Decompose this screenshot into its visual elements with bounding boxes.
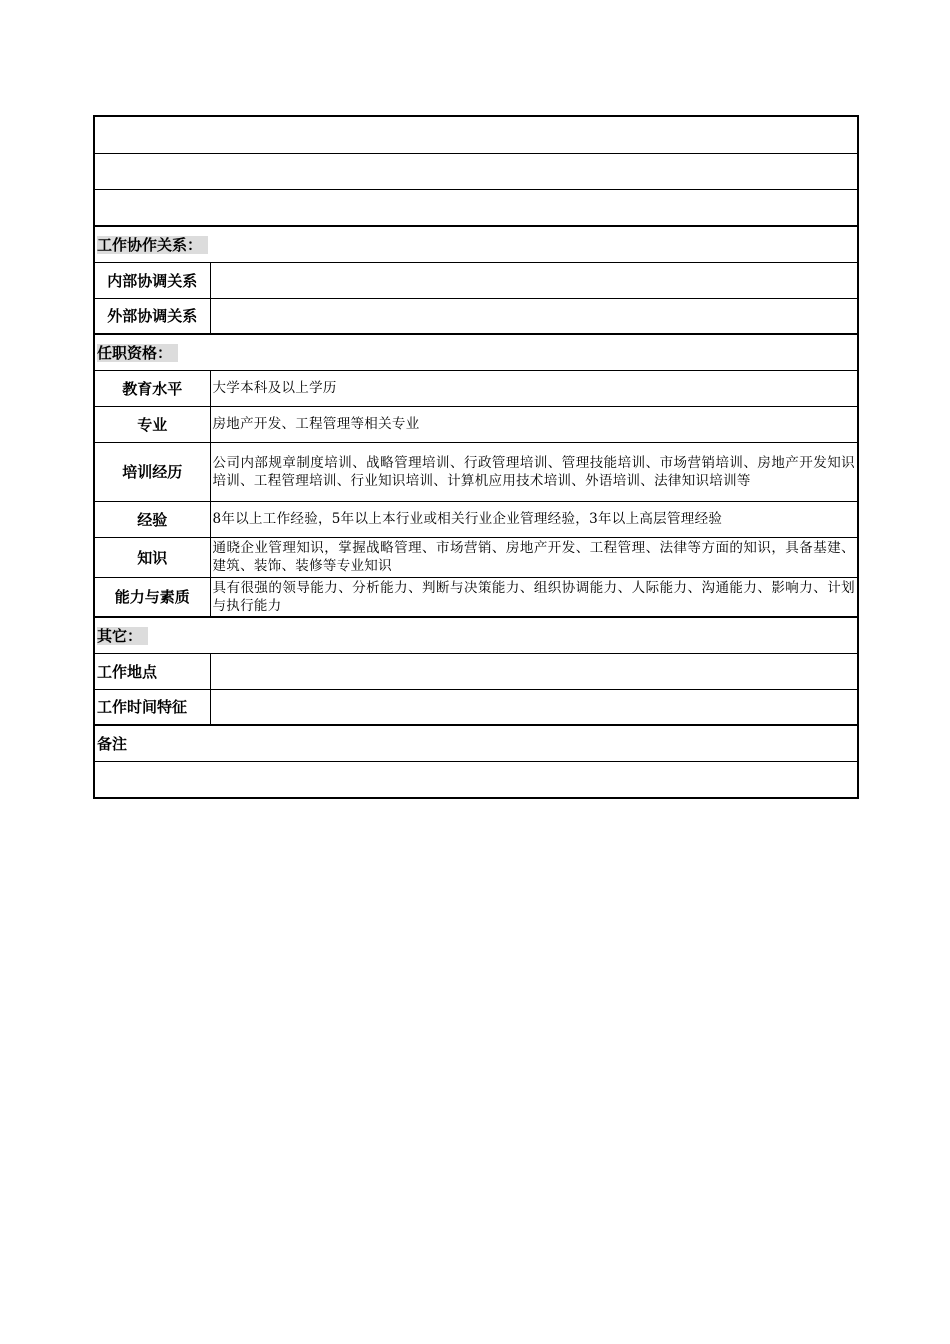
- internal-coordination-label: 内部协调关系: [94, 262, 210, 298]
- table-row: [94, 370, 858, 406]
- table-row: [94, 761, 858, 798]
- training-label: 培训经历: [94, 442, 210, 501]
- work-location-label: 工作地点: [94, 653, 210, 689]
- major-label: 专业: [94, 406, 210, 442]
- experience-value: 8年以上工作经验，5年以上本行业或相关行业企业管理经验，3年以上高层管理经验: [210, 501, 858, 537]
- section-title: 任职资格：: [97, 344, 178, 362]
- section-row-remarks: [94, 725, 858, 761]
- section-row-other: [94, 617, 858, 653]
- section-row-qualification: [94, 334, 858, 370]
- empty-cell: [94, 153, 858, 189]
- table-row: [94, 653, 858, 689]
- education-label: 教育水平: [94, 370, 210, 406]
- table-row: [94, 577, 858, 617]
- table-row: [94, 689, 858, 725]
- remarks-value: [94, 761, 858, 798]
- internal-coordination-value: [210, 262, 858, 298]
- empty-row: [94, 189, 858, 226]
- empty-row: [94, 153, 858, 189]
- table-row: [94, 406, 858, 442]
- external-coordination-value: [210, 298, 858, 334]
- work-time-value: [210, 689, 858, 725]
- job-description-table: [93, 115, 857, 799]
- section-header-remarks: [94, 725, 858, 761]
- table-row: [94, 501, 858, 537]
- empty-row: [94, 116, 858, 153]
- knowledge-value: 通晓企业管理知识，掌握战略管理、市场营销、房地产开发、工程管理、法律等方面的知识，具备基建、建筑、装饰、装修等专业知识: [210, 537, 858, 577]
- table-row: [94, 262, 858, 298]
- section-header-other: [94, 617, 858, 653]
- major-value: 房地产开发、工程管理等相关专业: [210, 406, 858, 442]
- section-row-collaboration: [94, 226, 858, 262]
- table-row: [94, 442, 858, 501]
- experience-label: 经验: [94, 501, 210, 537]
- table-row: [94, 298, 858, 334]
- section-title: 工作协作关系：: [97, 236, 208, 254]
- section-title: 备注: [97, 734, 128, 753]
- empty-cell: [94, 116, 858, 153]
- knowledge-label: 知识: [94, 537, 210, 577]
- section-header-qualification: [94, 334, 858, 370]
- section-title: 其它：: [97, 627, 148, 645]
- ability-value: 具有很强的领导能力、分析能力、判断与决策能力、组织协调能力、人际能力、沟通能力、影响力、计划与执行能力: [210, 577, 858, 617]
- table-row: [94, 537, 858, 577]
- empty-cell: [94, 189, 858, 226]
- education-value: 大学本科及以上学历: [210, 370, 858, 406]
- training-value: 公司内部规章制度培训、战略管理培训、行政管理培训、管理技能培训、市场营销培训、房地产开发知识培训、工程管理培训、行业知识培训、计算机应用技术培训、外语培训、法律知识培训等: [210, 442, 858, 501]
- ability-label: 能力与素质: [94, 577, 210, 617]
- work-location-value: [210, 653, 858, 689]
- work-time-label: 工作时间特征: [94, 689, 210, 725]
- section-header-collaboration: [94, 226, 858, 262]
- external-coordination-label: 外部协调关系: [94, 298, 210, 334]
